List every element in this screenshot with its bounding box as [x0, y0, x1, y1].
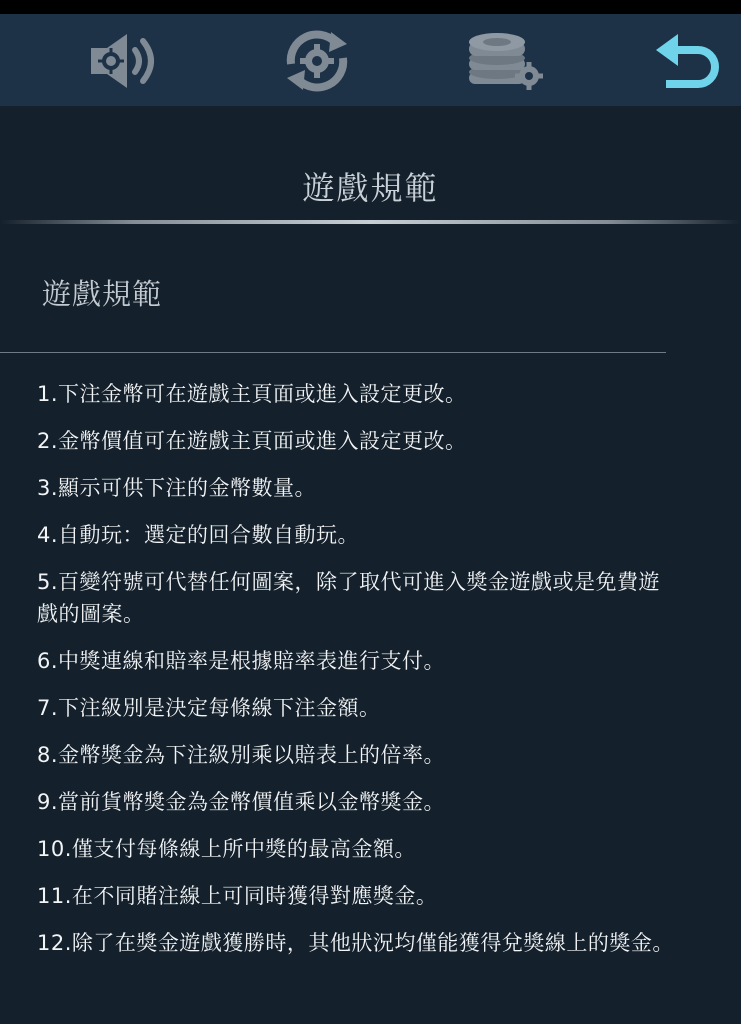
- rule-item: 8.金幣獎金為下注級別乘以賠表上的倍率。: [37, 743, 446, 767]
- coin-settings-icon: [463, 28, 547, 94]
- back-button[interactable]: [645, 28, 735, 94]
- rule-item: 12.除了在獎金遊戲獲勝時，其他狀況均僅能獲得兌獎線上的獎金。: [37, 931, 674, 955]
- rule-item: 7.下注級別是決定每條線下注金額。: [37, 696, 381, 720]
- top-toolbar: [0, 14, 741, 106]
- sound-settings-icon: [83, 28, 167, 94]
- auto-spin-settings-icon: [275, 28, 359, 94]
- rule-item: 4.自動玩：選定的回合數自動玩。: [37, 523, 360, 547]
- rule-item: 1.下注金幣可在遊戲主頁面或進入設定更改。: [37, 382, 467, 406]
- rule-item: 6.中獎連線和賠率是根據賠率表進行支付。: [37, 649, 446, 673]
- rule-item: 5.百變符號可代替任何圖案，除了取代可進入獎金遊戲或是免費遊戲的圖案。: [37, 570, 661, 626]
- rules-list: [37, 378, 677, 974]
- sound-settings-button[interactable]: [80, 28, 170, 94]
- rule-item: 9.當前貨幣獎金為金幣價值乘以金幣獎金。: [37, 790, 446, 814]
- section-heading: 遊戲規範: [42, 277, 163, 311]
- section-divider: [0, 352, 666, 353]
- status-bar: [0, 0, 741, 14]
- coin-settings-button[interactable]: [460, 28, 550, 94]
- rule-item: 3.顯示可供下注的金幣數量。: [37, 476, 317, 500]
- rule-item: 11.在不同賭注線上可同時獲得對應獎金。: [37, 884, 438, 908]
- back-arrow-icon: [648, 28, 732, 94]
- page-title: 遊戲規範: [302, 169, 439, 207]
- rule-item: 2.金幣價值可在遊戲主頁面或進入設定更改。: [37, 429, 467, 453]
- auto-spin-settings-button[interactable]: [272, 28, 362, 94]
- title-divider: [0, 220, 741, 224]
- rule-item: 10.僅支付每條線上所中獎的最高金額。: [37, 837, 416, 861]
